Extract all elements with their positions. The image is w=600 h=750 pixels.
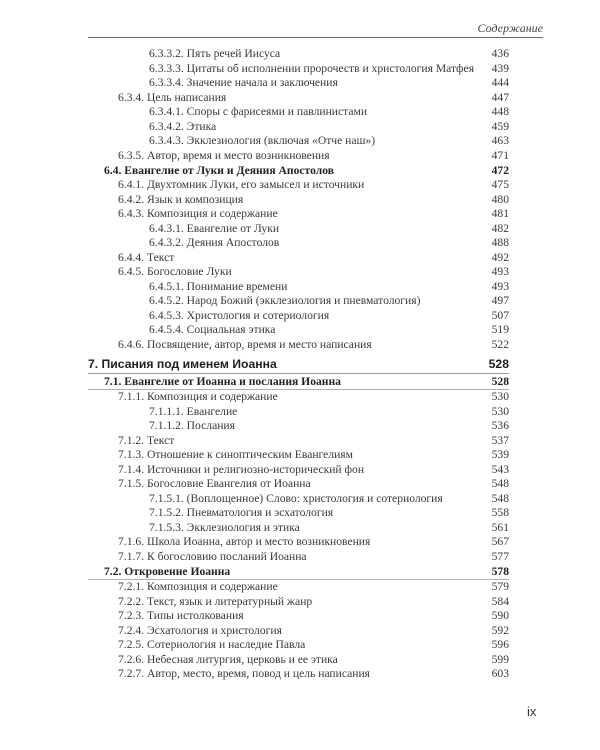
toc-entry [88, 521, 509, 536]
toc-entry-title: 6.4.3. Композиция и содержание [118, 207, 278, 220]
toc-entry-title: 7.1.5. Богословие Евангелия от Иоанна [118, 477, 311, 490]
toc-entry-title: 6.4. Евангелие от Луки и Деяния Апостолов [104, 164, 334, 177]
toc-entry-title: 6.3.4.1. Споры с фарисеями и павлинистами [149, 105, 368, 118]
toc-entry [88, 193, 509, 208]
toc-entry-page: 459 [491, 119, 509, 133]
toc-entry-title: 7.1.7. К богословию посланий Иоанна [118, 549, 307, 563]
toc-entry [88, 207, 509, 222]
toc-entry-title: 7.1.5.2. Пневматология и эсхатология [149, 506, 334, 519]
toc-entry [88, 91, 509, 106]
toc-entry [88, 62, 509, 77]
toc-entry [88, 309, 509, 324]
toc-entry-page: 493 [491, 279, 509, 293]
toc-entry-page: 448 [491, 105, 509, 118]
toc-entry-page: 548 [491, 477, 509, 490]
toc-entry-page: 481 [491, 207, 509, 220]
toc-entry-title: 6.4.5.2. Народ Божий (экклезиология и пневматология) [149, 294, 421, 307]
toc-entry-title: 6.4.5.4. Социальная этика [149, 323, 276, 336]
table-of-contents [88, 47, 509, 682]
toc-entry-page: 539 [491, 448, 509, 461]
toc-entry-title: 6.4.2. Язык и композиция [118, 192, 244, 206]
toc-entry-title: 6.4.5. Богословие Луки [118, 265, 232, 278]
toc-entry-page: 530 [491, 404, 509, 418]
toc-entry-page: 436 [491, 47, 509, 60]
toc-entry [88, 550, 509, 565]
toc-entry-title: 6.4.5.1. Понимание времени [149, 279, 288, 293]
toc-entry-page: 463 [491, 134, 509, 147]
toc-entry [88, 374, 509, 390]
toc-entry-title: 6.4.6. Посвящение, автор, время и место написания [118, 337, 372, 351]
toc-entry-title: 7.2.4. Эсхатология и христология [118, 623, 282, 637]
page-number: ix [527, 704, 537, 719]
toc-entry-page: 528 [491, 375, 509, 388]
toc-entry-title: 7.1.5.3. Экклезиология и этика [149, 520, 300, 534]
toc-entry-title: 7. Писания под именем Иоанна [88, 357, 277, 371]
toc-entry [88, 294, 509, 309]
toc-entry [88, 506, 509, 521]
toc-entry-title: 7.2.1. Композиция и содержание [118, 580, 278, 593]
toc-entry-page: 537 [491, 433, 509, 447]
toc-entry-page: 480 [491, 192, 509, 206]
toc-entry-title: 7.1.4. Источники и религиозно-исторический фон [118, 462, 365, 476]
toc-entry [88, 564, 509, 580]
toc-entry [88, 265, 509, 280]
toc-entry-page: 603 [491, 667, 509, 680]
toc-entry-title: 7.2.6. Небесная литургия, церковь и ее этика [118, 652, 338, 666]
toc-entry-title: 6.4.3.2. Деяния Апостолов [149, 236, 280, 249]
toc-entry [88, 105, 509, 120]
toc-entry-page: 482 [491, 221, 509, 235]
toc-entry-title: 6.4.3.1. Евангелие от Луки [149, 221, 280, 235]
header-title: Содержание [477, 21, 543, 35]
toc-entry [88, 352, 509, 374]
toc-entry-page: 439 [491, 61, 509, 75]
toc-entry [88, 448, 509, 463]
toc-entry-title: 7.1.3. Отношение к синоптическим Евангелиям [118, 448, 353, 461]
toc-entry-title: 6.4.4. Текст [118, 250, 175, 264]
toc-entry-title: 6.3.4.2. Этика [149, 119, 217, 133]
toc-entry-page: 530 [491, 390, 509, 403]
toc-entry-page: 579 [491, 580, 509, 593]
toc-entry-page: 472 [491, 164, 509, 177]
toc-entry [88, 338, 509, 353]
toc-entry-page: 543 [491, 462, 509, 476]
toc-entry-page: 596 [491, 638, 509, 651]
toc-entry-title: 7.2.3. Типы истолкования [118, 609, 244, 622]
toc-entry-title: 7.1.1.2. Послания [149, 419, 235, 432]
toc-entry-page: 528 [488, 357, 509, 371]
toc-entry-page: 561 [491, 520, 509, 534]
toc-entry [88, 120, 509, 135]
toc-entry [88, 535, 509, 550]
toc-entry [88, 492, 509, 507]
toc-entry [88, 624, 509, 639]
toc-entry-title: 7.1.1.1. Евангелие [149, 404, 238, 418]
toc-entry-page: 497 [491, 294, 509, 307]
toc-entry [88, 390, 509, 405]
toc-entry [88, 609, 509, 624]
toc-entry-title: 6.3.3.4. Значение начала и заключения [149, 76, 338, 89]
toc-entry [88, 178, 509, 193]
toc-entry [88, 251, 509, 266]
toc-entry-page: 592 [491, 623, 509, 637]
toc-entry-page: 447 [491, 90, 509, 104]
toc-entry [88, 580, 509, 595]
toc-entry [88, 323, 509, 338]
running-header [88, 22, 543, 38]
toc-entry [88, 134, 509, 149]
toc-entry-title: 6.4.1. Двухтомник Луки, его замысел и источники [118, 178, 365, 191]
toc-entry-title: 6.3.3.3. Цитаты об исполнении пророчеств и христология Матфея [149, 61, 475, 75]
toc-entry-title: 6.4.5.3. Христология и сотериология [149, 308, 330, 322]
toc-entry-title: 7.2.2. Текст, язык и литературный жанр [118, 594, 313, 608]
toc-entry-page: 488 [491, 236, 509, 249]
toc-entry-title: 7.1.5.1. (Воплощенное) Слово: христология и сотериология [149, 491, 443, 505]
toc-entry-title: 6.3.4.3. Экклезиология (включая «Отче наш») [149, 134, 376, 147]
toc-entry-title: 7.1.1. Композиция и содержание [118, 390, 278, 403]
toc-entry-page: 578 [491, 565, 509, 578]
toc-entry-title: 7.2. Откровение Иоанна [104, 565, 231, 578]
toc-entry [88, 463, 509, 478]
toc-entry-page: 590 [491, 609, 509, 622]
toc-entry-title: 6.3.4. Цель написания [118, 90, 227, 104]
toc-entry-page: 471 [491, 148, 509, 162]
toc-entry-title: 7.2.5. Сотериология и наследие Павла [118, 638, 306, 651]
toc-entry [88, 222, 509, 237]
toc-entry-title: 7.1. Евангелие от Иоанна и послания Иоанна [104, 375, 341, 388]
toc-entry-page: 475 [491, 178, 509, 191]
toc-entry [88, 405, 509, 420]
toc-entry [88, 434, 509, 449]
toc-entry-page: 522 [491, 337, 509, 351]
toc-entry-page: 558 [491, 506, 509, 519]
toc-entry-page: 567 [491, 535, 509, 548]
toc-entry-page: 444 [491, 76, 509, 89]
toc-entry-page: 584 [491, 594, 509, 608]
toc-entry [88, 419, 509, 434]
toc-entry [88, 163, 509, 178]
toc-entry [88, 149, 509, 164]
toc-entry [88, 477, 509, 492]
toc-entry [88, 76, 509, 91]
toc-entry [88, 47, 509, 62]
toc-entry-page: 507 [491, 308, 509, 322]
toc-entry-page: 519 [491, 323, 509, 336]
toc-entry-page: 548 [491, 491, 509, 505]
toc-entry-title: 7.2.7. Автор, место, время, повод и цель написания [118, 667, 371, 680]
toc-entry-page: 493 [491, 265, 509, 278]
toc-entry [88, 280, 509, 295]
toc-entry-title: 7.1.6. Школа Иоанна, автор и место возникновения [118, 535, 371, 548]
toc-entry-page: 599 [491, 652, 509, 666]
toc-entry [88, 638, 509, 653]
toc-entry [88, 595, 509, 610]
toc-entry-page: 577 [491, 549, 509, 563]
toc-entry [88, 653, 509, 668]
toc-entry-page: 536 [491, 419, 509, 432]
toc-entry [88, 236, 509, 251]
toc-entry-title: 7.1.2. Текст [118, 433, 175, 447]
toc-entry-page: 492 [491, 250, 509, 264]
toc-entry-title: 6.3.3.2. Пять речей Иисуса [149, 47, 281, 60]
toc-entry [88, 667, 509, 682]
toc-entry-title: 6.3.5. Автор, время и место возникновения [118, 148, 330, 162]
